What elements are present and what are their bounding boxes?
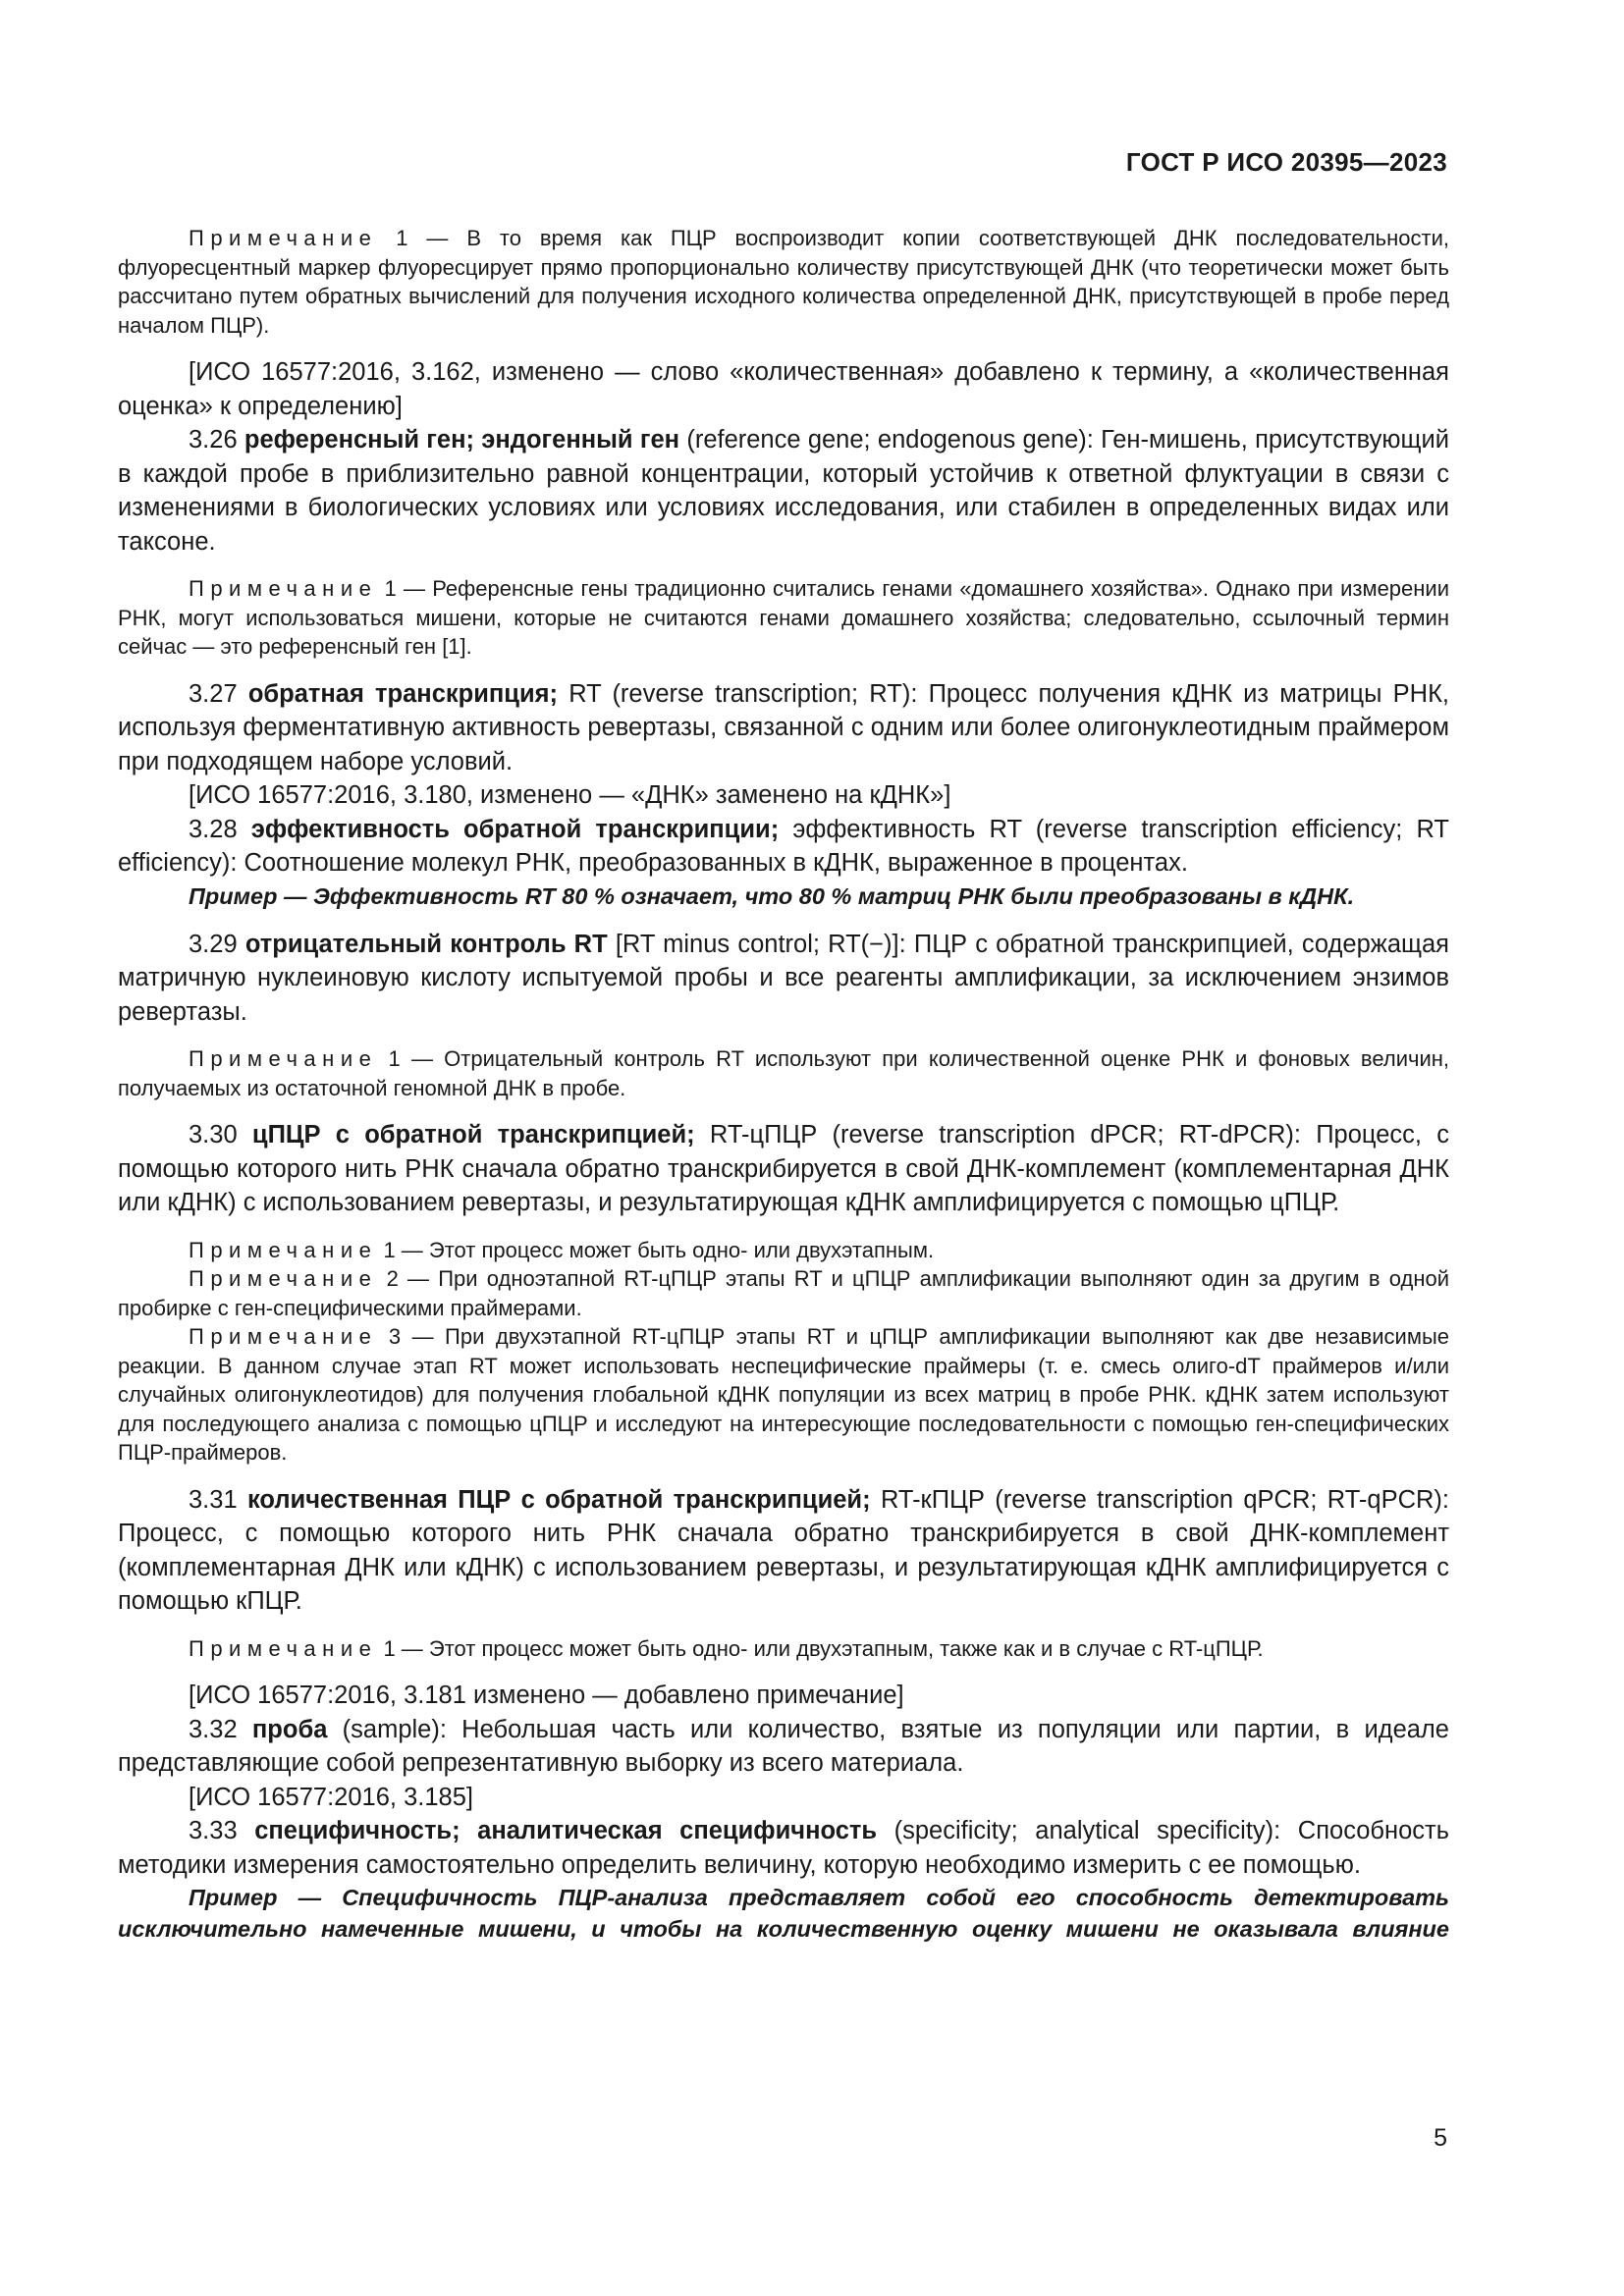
term-definition: RT (reverse transcription; RT): Процесс получения кДНК из матрицы РНК, используя ферментативную активность ревертазы, связанной с одним или более олигонуклеотидным праймером при подходящем наборе условий. [118, 679, 1450, 775]
term-name: цПЦР с обратной транскрипцией; [251, 1121, 695, 1148]
note-paragraph [118, 1322, 1449, 1468]
note-paragraph [118, 1044, 1449, 1102]
reference-paragraph: [ИСО 16577:2016, 3.181 изменено — добавлено примечание] [189, 1682, 904, 1709]
term-name: количественная ПЦР с обратной транскрипцией; [246, 1485, 871, 1514]
term-number: 3.33 [189, 1817, 238, 1844]
term-number: 3.28 [189, 815, 238, 843]
note-text: 1 — В то время как ПЦР воспроизводит копии соответствующей ДНК последовательности, флуоресцентный маркер флуоресцирует прямо пропорционально количеству присутствующей ДНК (что теоретически может быть рассчитано путем обратных вычислений для получения исходного количества определенной ДНК, присутствующей в пробе перед началом ПЦР). [118, 226, 1449, 338]
reference-paragraph: [ИСО 16577:2016, 3.185] [189, 1783, 473, 1811]
note-text: 2 — При одноэтапной RT-цПЦР этапы RT и цПЦР амплификации выполняют один за другим в одной пробирке с ген-специфическими праймерами. [118, 1266, 1449, 1320]
term-number: 3.26 [189, 426, 238, 454]
term-definition: RT-кПЦР (reverse transcription qPCR; RT-qPCR): Процесс, с помощью которого нить РНК сначала обратно транскрибируется в свой ДНК-комплемент (комплементарная ДНК или кДНК) с использованием ревертазы, и результатирующая кДНК амплифицируется с помощью кПЦР. [118, 1485, 1449, 1615]
note-label: Примечание [189, 1635, 378, 1661]
note-paragraph [118, 1236, 1449, 1265]
term-name: референсный ген; эндогенный ген [244, 426, 680, 454]
note-paragraph [118, 224, 1449, 340]
term-name: специфичность; аналитическая специфичность [254, 1817, 878, 1844]
term-definition: (sample): Небольшая часть или количество, взятые из популяции или партии, в идеале представляющие собой репрезентативную выборку из всего материала. [118, 1715, 1449, 1777]
note-text: 1 — Референсные гены традиционно считались генами «домашнего хозяйства». Однако при измерении РНК, могут использоваться мишени, которые не считаются генами домашнего хозяйства; следовательно, ссылочный термин сейчас — это референсный ген [1]. [118, 576, 1449, 659]
note-label: Примечание [189, 1266, 378, 1291]
note-label: Примечание [189, 1324, 378, 1349]
term-entry [118, 928, 1449, 1030]
term-definition: [RT minus control; RT(−)]: ПЦР с обратной транскрипцией, содержащая матричную нуклеиновую кислоту испытуемой пробы и все реагенты амплификации, за исключением энзимов ревертазы. [118, 930, 1449, 1026]
term-name: проба [251, 1715, 328, 1743]
term-number: 3.29 [189, 930, 238, 958]
term-entry [118, 677, 1449, 779]
note-text: 1 — Этот процесс может быть одно- или двухэтапным. [377, 1237, 935, 1262]
note-paragraph [118, 574, 1449, 662]
example-paragraph: Пример — Специфичность ПЦР-анализа представляет собой его способность детектировать исключительно намеченные мишени, и чтобы на количественную оценку мишени не оказывала влияние [118, 1885, 1449, 1942]
term-name: эффективность обратной транскрипции; [250, 815, 780, 843]
term-entry [118, 423, 1449, 559]
term-number: 3.32 [189, 1715, 238, 1743]
term-name: отрицательный контроль RT [244, 930, 608, 958]
term-entry [118, 1118, 1449, 1220]
reference-paragraph: [ИСО 16577:2016, 3.162, изменено — слово «количественная» добавлено к термину, а «количественная оценка» к определению] [118, 358, 1449, 420]
note-label: Примечание [189, 1237, 378, 1262]
note-text: 1 — Этот процесс может быть одно- или двухэтапным, также как и в случае с RT-цПЦР. [377, 1635, 1264, 1661]
note-text: 3 — При двухэтапной RT-цПЦР этапы RT и цПЦР амплификации выполняют как две независимые реакции. В данном случае этап RT может использовать неспецифические праймеры (т. е. смесь олиго-dT праймеров и/или случайных олигонуклеотидов) для получения глобальной кДНК популяции из всех матриц в пробе РНК. кДНК затем используют для последующего анализа с помощью цПЦР и исследуют на интересующие последовательности с помощью ген-специфических ПЦР-праймеров. [118, 1324, 1450, 1465]
note-paragraph [118, 1634, 1449, 1664]
term-definition: (specificity; analytical specificity): Способность методики измерения самостоятельно определить величину, которую необходимо измерить с ее помощью. [118, 1817, 1449, 1879]
term-number: 3.30 [189, 1121, 238, 1148]
term-entry [118, 813, 1449, 881]
note-label: Примечание [189, 1046, 378, 1071]
term-entry [118, 1814, 1449, 1882]
term-entry [118, 1483, 1449, 1619]
document-header: ГОСТ Р ИСО 20395—2023 [1125, 147, 1447, 177]
note-label: Примечание [189, 576, 378, 601]
term-number: 3.31 [189, 1485, 238, 1514]
term-definition: RT-цПЦР (reverse transcription dPCR; RT-dPCR): Процесс, с помощью которого нить РНК сначала обратно транскрибируется в свой ДНК-комплемент (комплементарная ДНК или кДНК) с использованием ревертазы, и результатирующая кДНК амплифицируется с помощью цПЦР. [118, 1121, 1449, 1216]
page-number: 5 [1434, 2124, 1447, 2152]
note-text: 1 — Отрицательный контроль RT используют при количественной оценке РНК и фоновых величин, получаемых из остаточной геномной ДНК в пробе. [118, 1046, 1449, 1100]
term-definition: (reference gene; endogenous gene): Ген-мишень, присутствующий в каждой пробе в приблизительно равной концентрации, который устойчив к ответной флуктуации в связи с изменениями в биологических условиях или условиях исследования, или стабилен в определенных видах или таксоне. [118, 426, 1450, 556]
term-entry [118, 1713, 1449, 1781]
note-paragraph [118, 1264, 1449, 1322]
term-definition: эффективность RT (reverse transcription efficiency; RT efficiency): Соотношение молекул РНК, преобразованных в кДНК, выраженное в процентах. [118, 815, 1449, 877]
document-body [118, 224, 1449, 1945]
note-label: Примечание [189, 226, 378, 250]
term-name: обратная транскрипция; [247, 679, 559, 708]
term-number: 3.27 [189, 679, 238, 708]
example-paragraph: Пример — Эффективность RT 80 % означает, что 80 % матриц РНК были преобразованы в кДНК. [189, 882, 1355, 909]
reference-paragraph: [ИСО 16577:2016, 3.180, изменено — «ДНК» заменено на кДНК»] [189, 781, 951, 809]
